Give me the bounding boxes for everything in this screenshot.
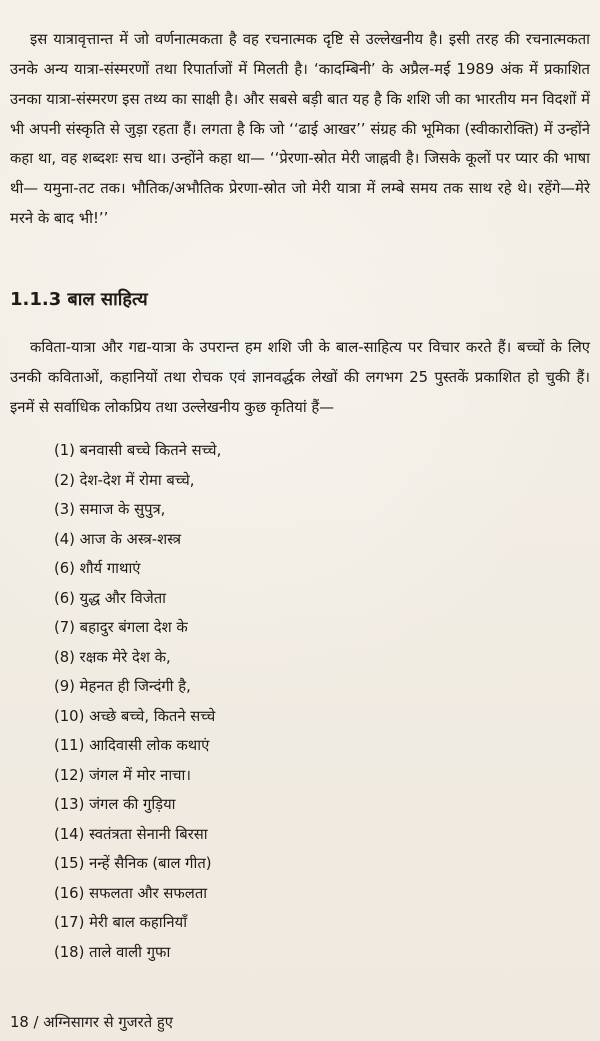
work-item-16: (16) सफलता और सफलता bbox=[54, 884, 208, 902]
works-list bbox=[54, 436, 474, 967]
paragraph-intro: इस यात्रावृत्तान्त में जो वर्णनात्मकता है वह रचनात्मक दृष्टि से उल्लेखनीय है। इसी तरह की रचनात्मकता उनके अन्य यात्रा-संस्मरणों तथा रिपार्ताजों में मिलती है। ‘कादम्बिनी’ के अप्रैल-मई 1989 अंक में प्रकाशित उनका यात्रा-संस्मरण इस तथ्य का साक्षी है। और सबसे बड़ी बात यह है कि शशि जी का भारतीय मन विदशों में भी अपनी संस्कृति से जुड़ा रहता हैं। लगता है कि जो ‘‘ढाई आखर’’ संग्रह की भूमिका (स्वीकारोक्ति) में उन्होंने कहा था, वह शब्दशः सच था। उन्होंने कहा था— ‘‘प्रेरणा-स्रोत मेरी जाह्नवी है। जिसके कूलों पर प्यार की भाषा थी— यमुना-तट तक। भौतिक/अभौतिक प्रेरणा-स्रोत जो मेरी यात्रा में लम्बे समय तक साथ रहे थे। रहेंगे—मेरे मरने के बाद भी!’’ bbox=[10, 30, 590, 228]
work-item-11: (11) आदिवासी लोक कथाएं bbox=[54, 737, 210, 754]
section-heading: 1.1.3 बाल साहित्य bbox=[10, 289, 148, 310]
work-item-7: (7) बहादुर बंगला देश के bbox=[54, 619, 188, 636]
work-item-13: (13) जंगल की गुड़िया bbox=[54, 796, 176, 813]
work-item-6: (6) युद्ध और विजेता bbox=[54, 589, 166, 607]
work-item-17: (17) मेरी बाल कहानियाँ bbox=[54, 914, 188, 931]
work-item-14: (14) स्वतंत्रता सेनानी बिरसा bbox=[54, 825, 208, 843]
page-footer: 18 / अग्निसागर से गुजरते हुए bbox=[10, 1014, 173, 1031]
work-item-15: (15) नन्हें सैनिक (बाल गीत) bbox=[54, 855, 212, 872]
work-item-18: (18) ताले वाली गुफा bbox=[54, 943, 171, 961]
work-item-8: (8) रक्षक मेरे देश के, bbox=[54, 648, 171, 666]
work-item-9: (9) मेहनत ही जिन्दंगी है, bbox=[54, 678, 191, 695]
work-item-12: (12) जंगल में मोर नाचा। bbox=[54, 766, 191, 784]
work-item-3: (3) समाज के सुपुत्र, bbox=[54, 501, 166, 518]
paragraph-child-literature: कविता-यात्रा और गद्य-यात्रा के उपरान्त हम शशि जी के बाल-साहित्य पर विचार करते हैं। बच्चों के लिए उनकी कविताओं, कहानियों तथा रोचक एवं ज्ञानवर्द्धक लेखों की लगभग 25 पुस्तकें प्रकाशित हो चुकी हैं। इनमें से सर्वाधिक लोकप्रिय तथा उल्लेखनीय कुछ कृतियां हैं— bbox=[10, 338, 590, 416]
work-item-1: (1) बनवासी बच्चे कितने सच्चे, bbox=[54, 442, 222, 459]
work-item-4: (4) आज के अस्त्र-शस्त्र bbox=[54, 530, 182, 548]
work-item-10: (10) अच्छे बच्चे, कितने सच्चे bbox=[54, 707, 216, 725]
work-item-2: (2) देश-देश में रोमा बच्चे, bbox=[54, 471, 195, 489]
work-item-5: (6) शौर्य गाथाएं bbox=[54, 560, 141, 577]
